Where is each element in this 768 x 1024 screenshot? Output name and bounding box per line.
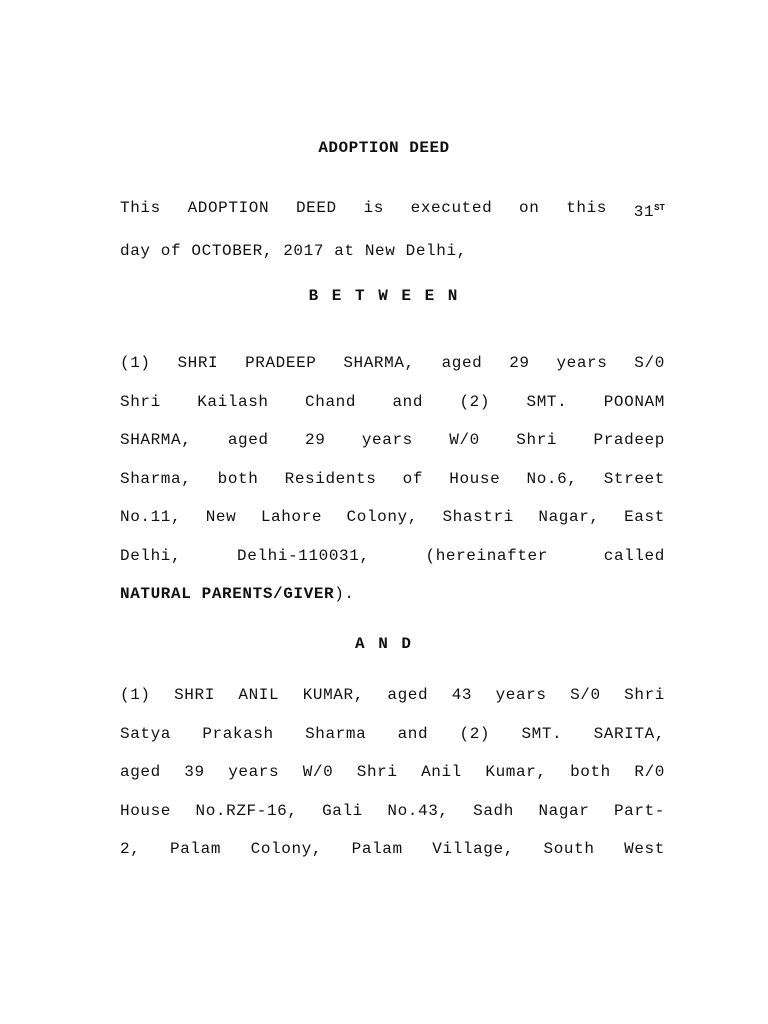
word: Street [603,469,665,488]
and-heading: A N D [354,635,413,653]
word: Palam [351,840,403,858]
word: W/0 [302,763,334,781]
word: Nagar [538,801,590,820]
word: Nagar, [538,508,600,526]
between-heading: B E T W E E N [308,287,460,305]
word: Pradeep [593,431,665,449]
word: Shri [624,686,665,704]
word: called [603,546,665,565]
party2-line [120,753,665,792]
date-suffix: ST [654,203,665,213]
word: Shri [120,392,161,411]
party1-designation-line [120,575,665,614]
word: Kailash [197,392,269,411]
word: years [361,431,413,449]
word: on [519,199,540,217]
word: No.6, [526,469,578,488]
word: Kumar, [485,763,547,781]
giver-designation: NATURAL PARENTS/GIVER [120,585,335,603]
party2-line [120,715,665,754]
party1-line [120,537,665,576]
word: this [566,199,607,217]
word: years [556,354,608,372]
word: ADOPTION [187,199,270,217]
word: 29 [509,354,530,372]
word: SHRI [177,354,219,372]
word: Residents [284,469,377,488]
word: aged [387,686,429,704]
word: Sadh [473,801,514,820]
word: is [363,199,384,217]
word: House [449,469,501,488]
word: SMT. [526,392,568,411]
word: (1) [120,686,151,704]
word: aged [441,354,483,372]
party1-line [120,344,665,383]
intro-line-1 [120,189,665,232]
word: Chand [305,392,357,411]
word: 2, [120,840,141,858]
word: KUMAR, [302,686,364,704]
word: No.RZF-16, [195,801,298,820]
word: (1) [120,354,151,372]
word: Sharma, [120,469,192,488]
word: This [120,199,161,217]
word: (2) [459,392,491,411]
word: Colony, [250,840,323,858]
party1-line [120,498,665,537]
word: Shri [356,763,398,781]
date-number [634,189,665,232]
designation-close: ). [334,585,355,603]
word: aged [120,763,161,781]
word: No.43, [387,801,449,820]
word: aged [227,431,269,449]
word: W/0 [449,431,480,449]
party2-line [120,676,665,715]
word: SHARMA, [343,354,415,372]
word: (hereinafter [425,546,548,565]
word: Shastri [442,508,514,526]
word: SARITA, [593,724,665,743]
word: New [205,508,237,526]
word: Satya [120,724,172,743]
intro-paragraph [120,189,665,270]
word: South [543,840,595,858]
date-day: 31 [633,203,655,221]
word: House [120,801,172,820]
word: SHARMA, [120,431,192,449]
word: West [624,840,665,858]
word: R/0 [634,763,665,781]
word: 43 [451,686,473,704]
word: Palam [170,840,222,858]
word: Sharma [305,724,367,743]
word: SHRI [174,686,215,704]
word: S/0 [570,686,601,704]
word: 39 [184,763,205,781]
document-title: ADOPTION DEED [318,139,450,157]
party1-line [120,383,665,422]
word: Village, [432,840,514,858]
word: Anil [421,763,462,781]
word: ANIL [238,686,280,704]
word: Lahore [260,508,323,526]
word: PRADEEP [245,354,317,372]
word: Colony, [346,508,418,526]
intro-line-2: day of OCTOBER, 2017 at New Delhi, [120,241,467,260]
word: executed [410,199,493,217]
word: Part- [613,801,665,820]
party2-line [120,830,665,869]
word: years [228,763,280,781]
word: Shri [516,431,558,449]
word: Gali [322,801,363,820]
party1-line [120,421,665,460]
word: Prakash [202,724,274,743]
word: Delhi-110031, [237,546,370,565]
party2-paragraph [120,676,665,869]
word: both [217,469,259,488]
word: S/0 [634,354,665,372]
word: East [624,508,665,526]
word: POONAM [603,392,665,411]
word: both [570,763,611,781]
word: DEED [295,199,337,217]
party2-line [120,792,665,831]
word: and [392,392,424,411]
party1-paragraph [120,344,665,614]
word: 29 [305,431,326,449]
word: of [402,469,424,488]
word: SMT. [521,724,563,743]
word: (2) [459,724,491,743]
word: years [495,686,547,704]
word: No.11, [120,508,182,526]
party1-line [120,460,665,499]
word: Delhi, [120,546,182,565]
word: and [397,724,429,743]
